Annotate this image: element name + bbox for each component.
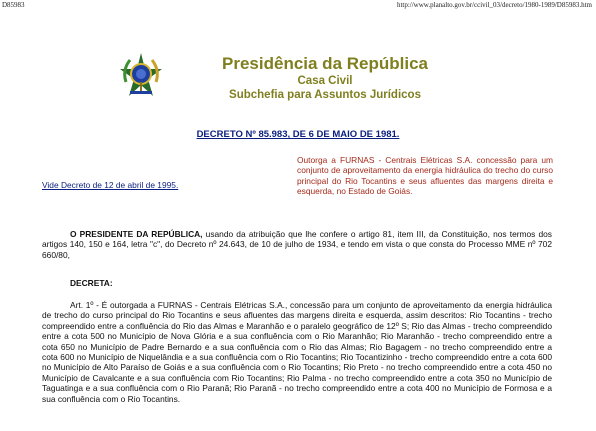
brazil-coat-of-arms-icon xyxy=(118,52,164,98)
preamble-lead: O PRESIDENTE DA REPÚBLICA, xyxy=(70,229,203,239)
decreta-heading: DECRETA: xyxy=(70,278,113,288)
subchefia-subtitle: Subchefia para Assuntos Jurídicos xyxy=(229,89,421,101)
article-1-paragraph: Art. 1º - É outorgada a FURNAS - Centrais Elétricas S.A., concessão para um conjunto de aproveitamento da energia hidráulica de trecho do curso principal do Rio Tocantins e seus afluentes das margens direita e esquerda, assim descritos: Rio Tocantins - trecho compreendido entre a confluência do Rio das Almas e Maranhão e o paralelo geográfico de 12º S; Rio das Almas - trecho compreendido entre a cota 500 no Município de Nova Glória e a sua confluência com o Rio Maranhão; Rio Maranhão - trecho compreendido entre a cota 650 no Município de Padre Bernardo e a sua confluência com o Rio das Almas; Rio Bagagem - no trecho compreendido entre a cota 600 no Município de Niquelândia e a sua confluência com o Rio Tocantins; Rio Tocantizinho - trecho compreendido entre a cota 600 no Município de Alto Paraíso de Goiás e a sua confluência com o Rio Tocantins; Rio Preto - no trecho compreendido entre a cota 450 no Município de Cavalcante e a sua confluência com Rio Tocantins; Rio Palma - no trecho compreendido entre a cota 350 no Município de Taguatinga e a sua confluência com o Rio Paranã; Rio Paranã - no trecho compreendido entre a cota 400 no Município de Formosa e a sua confluência com o Rio Tocantins. xyxy=(42,300,552,404)
vide-decreto-link[interactable]: Vide Decreto de 12 de abril de 1995. xyxy=(42,180,179,190)
print-header xyxy=(0,0,596,12)
decree-title-link[interactable]: DECRETO Nº 85.983, DE 6 DE MAIO DE 1981. xyxy=(196,129,400,140)
preamble-paragraph xyxy=(42,229,552,260)
casa-civil-subtitle: Casa Civil xyxy=(297,75,353,87)
preamble-text: usando da atribuição que lhe confere o artigo 81, item III, da Constituição, nos termos dos artigos 140, 150 e 164, letra "c", do Decreto nº 24.643, de 10 de julho de 1934, e tendo em vista o que consta do Processo MME nº 702 660/80, xyxy=(42,229,552,260)
government-header xyxy=(170,54,480,102)
presidency-title: Presidência da República xyxy=(222,54,428,73)
print-doc-id: D85983 xyxy=(2,1,25,9)
decree-summary: Outorga a FURNAS - Centrais Elétricas S.A. concessão para um conjunto de aproveitamento da energia hidráulica do trecho do curso principal do Rio Tocantins e seus afluentes das margens direita e esquerda, no Estado de Goiás. xyxy=(297,155,553,197)
print-url: http://www.planalto.gov.br/ccivil_03/decreto/1980-1989/D85983.htm xyxy=(396,1,592,9)
